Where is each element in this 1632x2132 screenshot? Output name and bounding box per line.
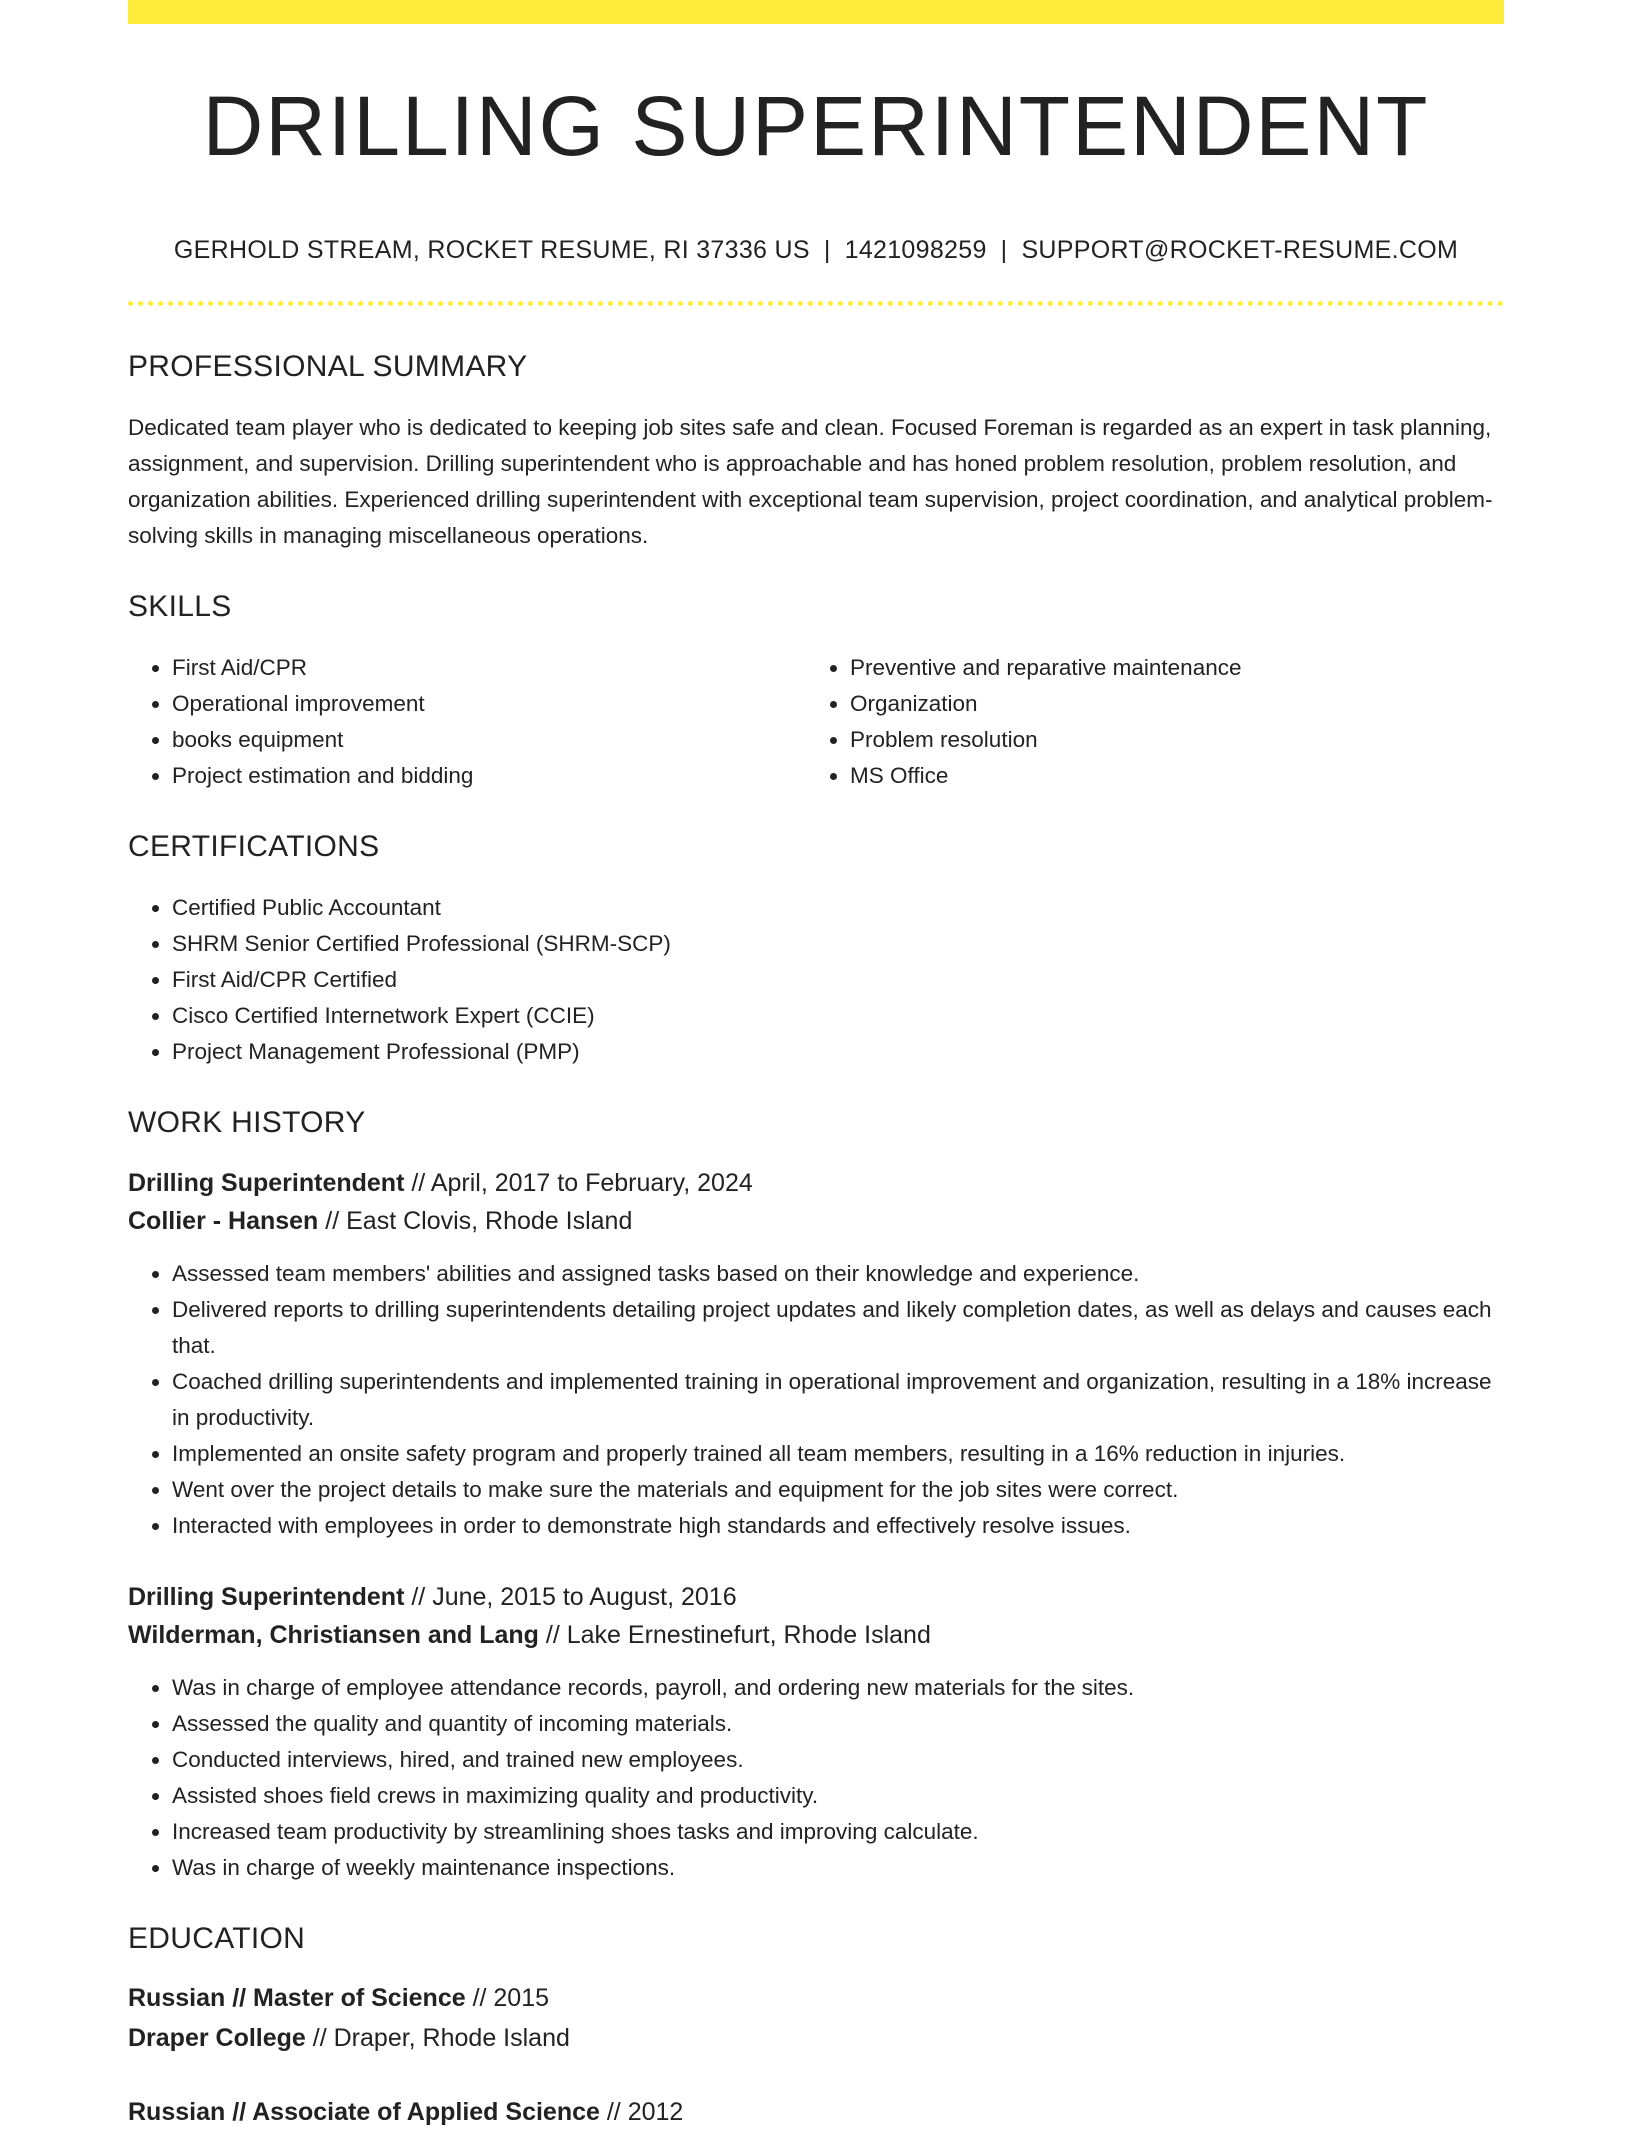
certification-item: • Project Management Professional (PMP) [172,1034,1504,1070]
job-bullets [128,1670,1504,1886]
job-location: // Lake Ernestinefurt, Rhode Island [538,1621,931,1649]
job-bullet: • Conducted interviews, hired, and trained new employees. [172,1742,1504,1778]
job-bullet: • Assisted shoes field crews in maximizing quality and productivity. [172,1778,1504,1814]
contact-email: SUPPORT@ROCKET-RESUME.COM [1021,236,1459,264]
summary-heading: PROFESSIONAL SUMMARY [128,350,528,383]
certifications-heading: CERTIFICATIONS [128,830,380,863]
skills-list-right [806,650,1504,794]
skill-item: • Problem resolution [850,722,1504,758]
job-title: Drilling Superintendent [128,1583,405,1611]
job-bullet: • Increased team productivity by streamlining shoes tasks and improving calculate. [172,1814,1504,1850]
contact-separator: | [1000,236,1008,264]
certification-item: • SHRM Senior Certified Professional (SHRM-SCP) [172,926,1504,962]
skills-heading: SKILLS [128,590,232,623]
education-school: Draper College [128,2024,306,2052]
job-bullet: • Delivered reports to drilling superintendents detailing project updates and likely completion dates, as well as delays and causes each that. [172,1292,1504,1364]
top-accent-bar [128,0,1504,24]
job-bullets [128,1256,1504,1544]
skill-item: • books equipment [172,722,806,758]
skills-grid [128,624,1504,794]
page-title: DRILLING SUPERINTENDENT [202,79,1430,173]
job-bullet: • Was in charge of employee attendance records, payroll, and ordering new materials for the sites. [172,1670,1504,1706]
job-company-line [128,1202,1504,1240]
skill-item: • First Aid/CPR [172,650,806,686]
job-bullet: • Was in charge of weekly maintenance inspections. [172,1850,1504,1886]
education-school-line [128,2018,1504,2058]
job-bullet: • Implemented an onsite safety program and properly trained all team members, resulting in a 16% reduction in injuries. [172,1436,1504,1472]
skill-item: • Project estimation and bidding [172,758,806,794]
education-year: // 2015 [465,1984,550,2012]
contact-separator: | [823,236,831,264]
summary-text: Dedicated team player who is dedicated to keeping job sites safe and clean. Focused Foreman is regarded as an expert in task planning, assignment, and supervision. Drilling superintendent who is approachable and has honed problem resolution, problem resolution, and organization abilities. Experienced drilling superintendent with exceptional team supervision, project coordination, and analytical problem-solving skills in managing miscellaneous operations. [128,415,1493,548]
certification-item: • Cisco Certified Internetwork Expert (CCIE) [172,998,1504,1034]
job-company-line [128,1616,1504,1654]
job-company: Wilderman, Christiansen and Lang [128,1621,539,1649]
contact-address: GERHOLD STREAM, ROCKET RESUME, RI 37336 US [173,236,810,264]
job-entry [128,1578,1504,1886]
job-title: Drilling Superintendent [128,1169,405,1197]
certification-item: • Certified Public Accountant [172,890,1504,926]
work-history-heading: WORK HISTORY [128,1106,366,1139]
contact-line [128,236,1504,265]
job-bullet: • Coached drilling superintendents and implemented training in operational improvement and organization, resulting in a 18% increase in productivity. [172,1364,1504,1436]
job-bullet: • Assessed team members' abilities and assigned tasks based on their knowledge and experience. [172,1256,1504,1292]
job-entry [128,1164,1504,1544]
job-bullet: • Interacted with employees in order to demonstrate high standards and effectively resolve issues. [172,1508,1504,1544]
job-title-line [128,1578,1504,1616]
job-dates: // April, 2017 to February, 2024 [404,1169,753,1197]
education-degree-line [128,1978,1504,2018]
skill-item: • MS Office [850,758,1504,794]
skill-item: • Preventive and reparative maintenance [850,650,1504,686]
resume-page [128,0,1504,2132]
skill-item: • Operational improvement [172,686,806,722]
certification-item: • First Aid/CPR Certified [172,962,1504,998]
job-company: Collier - Hansen [128,1207,319,1235]
skill-item: • Organization [850,686,1504,722]
contact-phone: 1421098259 [844,236,987,264]
education-location: // Draper, Rhode Island [305,2024,570,2052]
dotted-divider [128,301,1504,306]
job-bullet: • Assessed the quality and quantity of incoming materials. [172,1706,1504,1742]
education-degree: Russian // Master of Science [128,1984,466,2012]
education-degree: Russian // Associate of Applied Science [128,2098,600,2126]
education-year: // 2012 [599,2098,684,2126]
skills-list-left [128,650,806,794]
education-heading: EDUCATION [128,1922,306,1955]
job-location: // East Clovis, Rhode Island [318,1207,633,1235]
job-title-line [128,1164,1504,1202]
education-degree-line [128,2092,1504,2132]
job-bullet: • Went over the project details to make sure the materials and equipment for the job sites were correct. [172,1472,1504,1508]
job-dates: // June, 2015 to August, 2016 [404,1583,737,1611]
certifications-list [128,890,1504,1070]
